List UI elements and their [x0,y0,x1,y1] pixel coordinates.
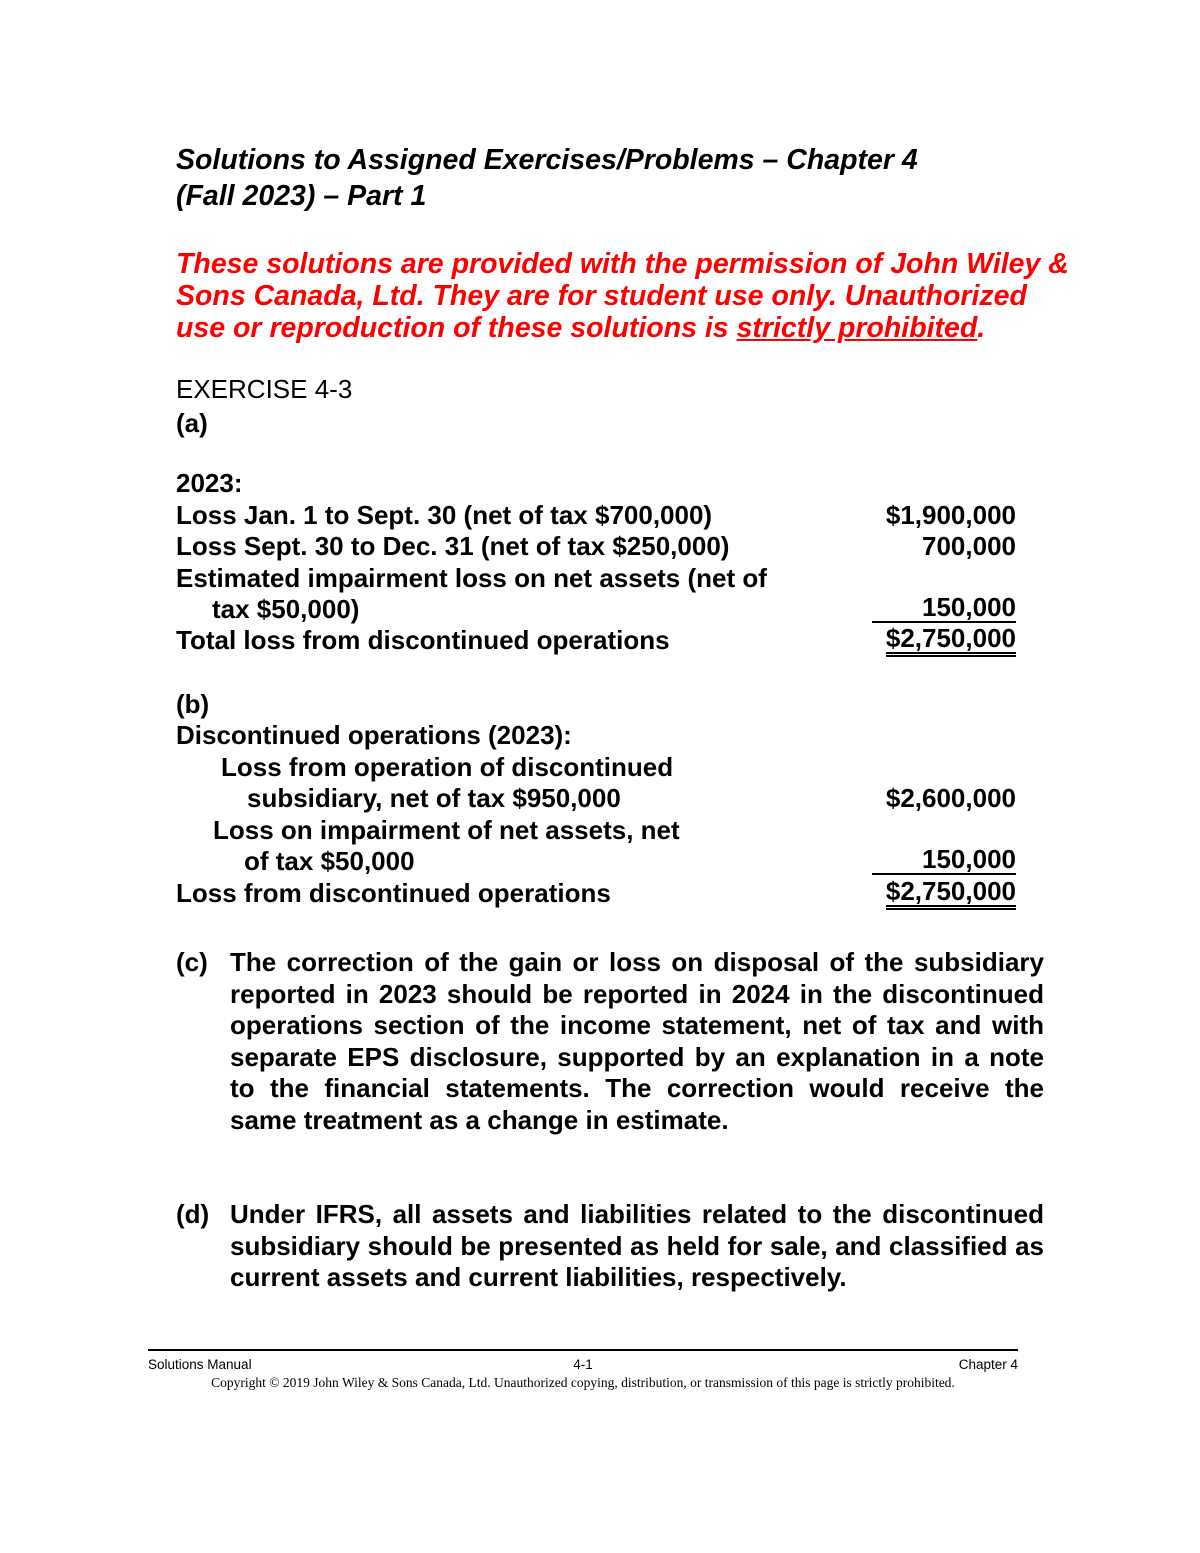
copyright-notice: Copyright © 2019 John Wiley & Sons Canada, Ltd. Unauthorized copying, distribution, or transmission of this page is strictly prohibited. [211,1375,955,1390]
row-amount: $2,750,000 [886,624,1016,657]
part-d-marker: (d) [176,1199,210,1229]
row-label: of tax $50,000 [244,846,415,876]
part-b-row [176,845,1016,877]
part-d-paragraph [176,1199,1044,1294]
part-a-row [176,530,1016,562]
part-a-row [176,562,1016,594]
part-b-row [176,814,1016,846]
part-a-total-row [176,624,1016,656]
part-b-heading-text: Discontinued operations (2023): [176,720,572,750]
part-b-row [176,782,1016,814]
exercise-heading [176,373,1016,405]
row-amount: $1,900,000 [885,500,1016,530]
part-b-row [176,751,1016,783]
row-amount: 150,000 [872,593,1016,623]
notice-line-3 [176,312,1056,344]
row-label: Loss on impairment of net assets, net [213,815,680,845]
notice-line-3-end: . [977,312,986,344]
row-label: Loss from discontinued operations [176,878,611,908]
part-b-label [176,688,1016,720]
row-amount: 700,000 [922,531,1016,561]
row-label: Total loss from discontinued operations [176,625,670,655]
part-c-paragraph [176,947,1044,1136]
part-a-row [176,593,1016,625]
footer-book-title: Solutions Manual [148,1357,252,1372]
year-label [176,467,1016,499]
part-c-marker: (c) [176,947,208,977]
part-a-label-text: (a) [176,408,208,438]
part-b-label-text: (b) [176,689,210,719]
page-footer [148,1356,1018,1374]
title-line-2: (Fall 2023) – Part 1 [176,180,427,212]
part-d-text: Under IFRS, all assets and liabilities related to the discontinued subsidiary should be presented as held for sale, and classified as current assets and current liabilities, respectively. [230,1199,1044,1292]
footer-divider [148,1349,1018,1351]
row-amount: $2,750,000 [886,877,1016,910]
part-a-label [176,407,1016,439]
notice-emphasis: strictly prohibited [736,312,978,344]
row-label: Estimated impairment loss on net assets (net of [176,563,767,593]
footer-chapter: Chapter 4 [958,1357,1018,1372]
notice-line-3-text: use or reproduction of these solutions is [176,312,737,344]
exercise-heading-text: EXERCISE 4-3 [176,374,353,404]
row-label: tax $50,000) [212,594,360,624]
notice-line-2: Sons Canada, Ltd. They are for student use only. Unauthorized [176,280,1027,312]
permission-notice [176,248,1069,344]
row-label: Loss from operation of discontinued [221,752,674,782]
part-c-text: The correction of the gain or loss on disposal of the subsidiary reported in 2023 should be reported in 2024 in the discontinued operations section of the income statement, net of tax and with separate EPS disclosure, supported by an explanation in a note to the financial statements. The correction would receive the same treatment as a change in estimate. [230,947,1044,1135]
row-label: Loss Sept. 30 to Dec. 31 (net of tax $250,000) [176,531,730,561]
notice-line-1: These solutions are provided with the permission of John Wiley & [176,248,1069,280]
part-a-row [176,499,1016,531]
footer-page-number: 4-1 [573,1357,593,1372]
part-b-heading [176,719,1016,751]
page-title [176,142,1056,214]
row-label: Loss Jan. 1 to Sept. 30 (net of tax $700,000) [176,500,713,530]
year-label-text: 2023: [176,468,243,498]
row-amount: 150,000 [872,845,1016,875]
row-label: subsidiary, net of tax $950,000 [247,783,621,813]
row-amount: $2,600,000 [885,783,1016,813]
part-b-total-row [176,877,1016,909]
title-line-1: Solutions to Assigned Exercises/Problems – Chapter 4 [176,144,918,176]
